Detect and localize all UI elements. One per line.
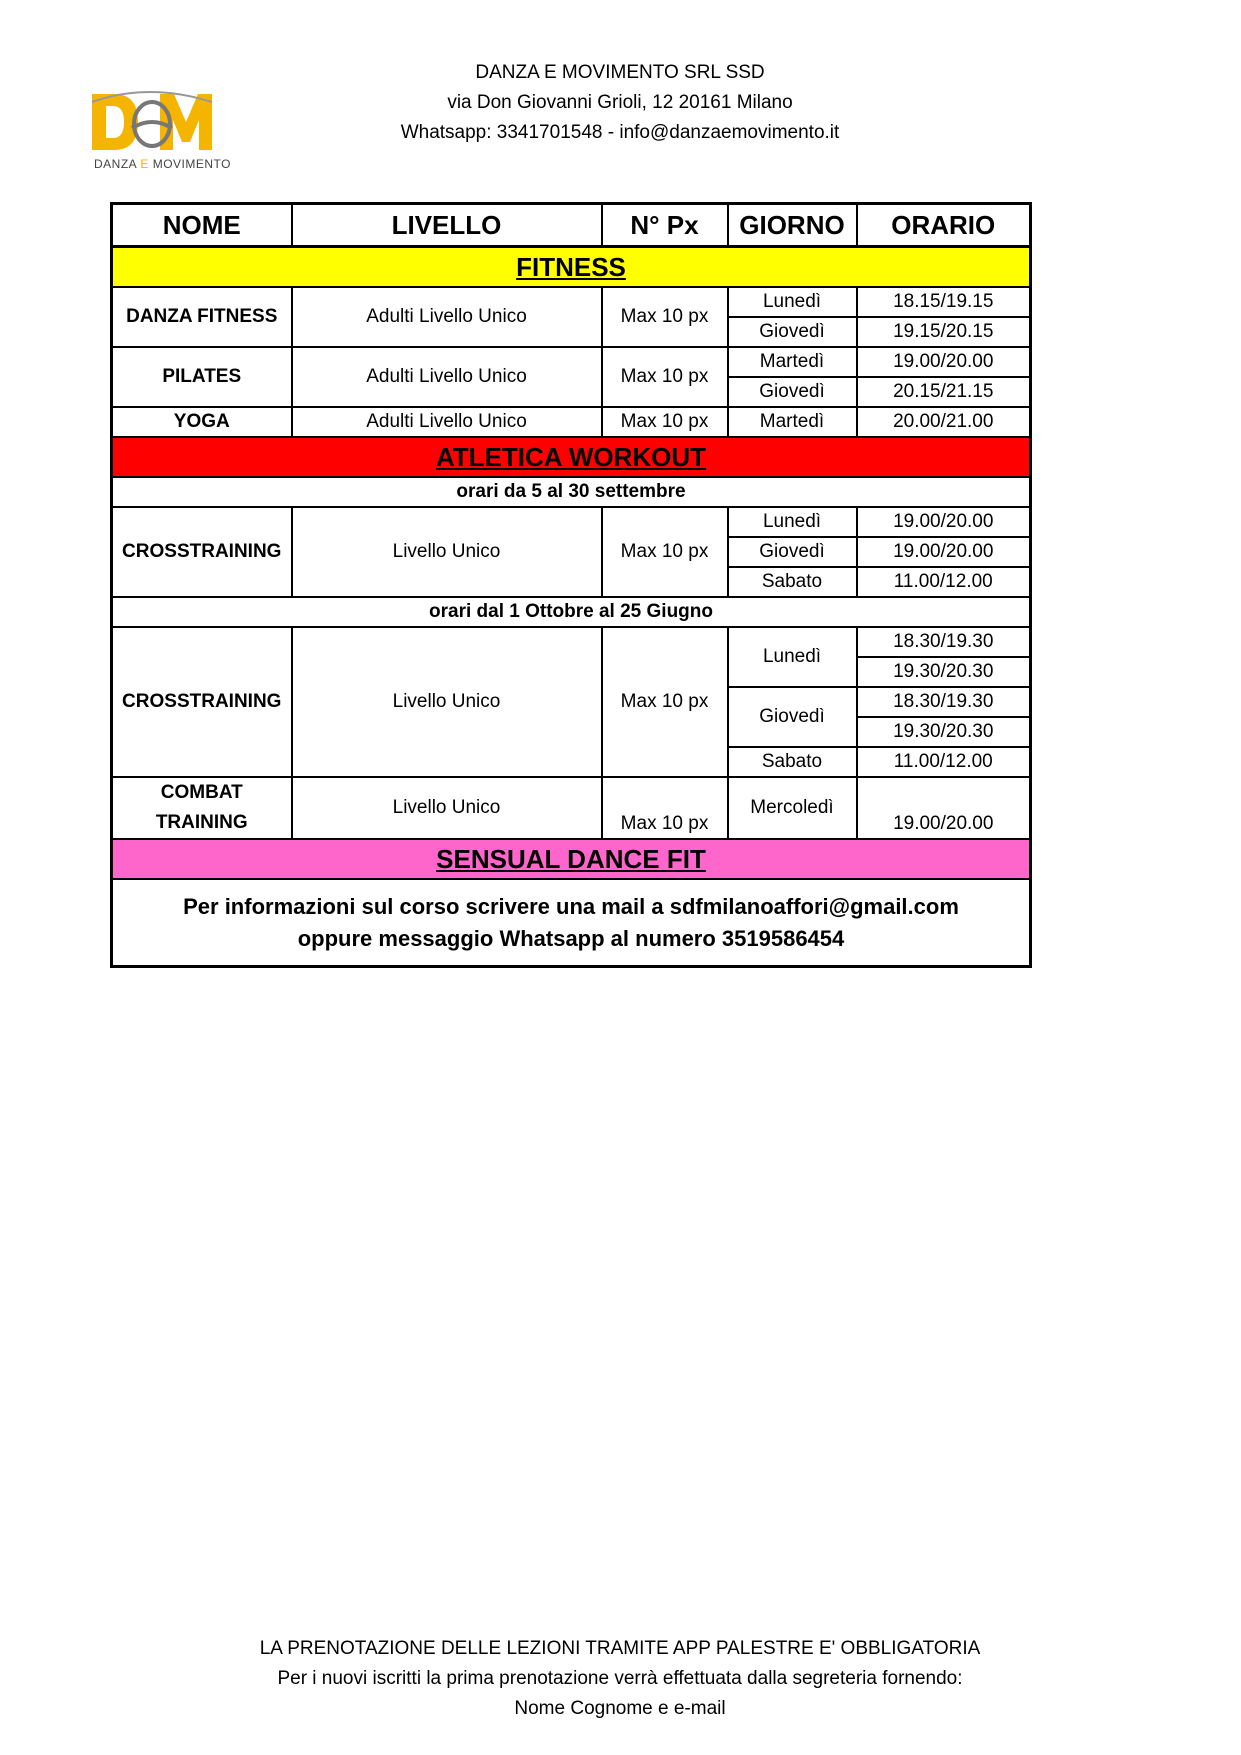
- course-name: DANZA FITNESS: [112, 287, 292, 347]
- course-time: 18.30/19.30: [857, 687, 1031, 717]
- course-level: Adulti Livello Unico: [292, 287, 602, 347]
- course-time: 19.15/20.15: [857, 317, 1031, 347]
- course-capacity: Max 10 px: [602, 287, 728, 347]
- course-time: 19.30/20.30: [857, 717, 1031, 747]
- table-row: [112, 507, 1031, 537]
- course-name: YOGA: [112, 407, 292, 437]
- course-capacity: Max 10 px: [602, 627, 728, 777]
- section-title: FITNESS: [112, 247, 1031, 288]
- course-time: 19.00/20.00: [857, 347, 1031, 377]
- info-line-whatsapp: oppure messaggio Whatsapp al numero 3519586454: [297, 925, 845, 951]
- dm-logo-icon: [88, 88, 218, 156]
- course-time: 19.00/20.00: [857, 507, 1031, 537]
- course-level: Livello Unico: [292, 507, 602, 597]
- course-time: 19.30/20.30: [857, 657, 1031, 687]
- company-name: DANZA E MOVIMENTO SRL SSD: [475, 62, 765, 83]
- header-giorno: GIORNO: [728, 204, 857, 247]
- course-time: 18.15/19.15: [857, 287, 1031, 317]
- subtitle-row: [112, 597, 1031, 627]
- company-address: via Don Giovanni Grioli, 12 20161 Milano: [447, 92, 793, 113]
- course-time: 11.00/12.00: [857, 567, 1031, 597]
- course-day: Giovedì: [728, 537, 857, 567]
- course-day: Lunedì: [728, 627, 857, 687]
- footer-notice: LA PRENOTAZIONE DELLE LEZIONI TRAMITE APP PALESTRE E' OBBLIGATORIA: [259, 1638, 981, 1659]
- table-header-row: [112, 204, 1031, 247]
- header-px: N° Px: [602, 204, 728, 247]
- section-fitness: [112, 247, 1031, 288]
- course-name-line: TRAINING: [155, 812, 248, 833]
- course-name: CROSSTRAINING: [112, 507, 292, 597]
- footer-instructions: Per i nuovi iscritti la prima prenotazione verrà effettuata dalla segreteria fornendo:: [277, 1668, 963, 1689]
- section-sensual-dance-fit: [112, 839, 1031, 879]
- course-level: Adulti Livello Unico: [292, 347, 602, 407]
- subtitle-row: [112, 477, 1031, 507]
- course-day: Martedì: [728, 407, 857, 437]
- table-row: [112, 287, 1031, 317]
- course-time: 19.00/20.00: [857, 537, 1031, 567]
- schedule-table: [110, 202, 1032, 968]
- course-time: 19.00/20.00: [857, 777, 1031, 839]
- course-capacity: Max 10 px: [602, 507, 728, 597]
- section-title: SENSUAL DANCE FIT: [112, 839, 1031, 879]
- course-day: Mercoledì: [728, 777, 857, 839]
- course-name: [112, 777, 292, 839]
- course-name: PILATES: [112, 347, 292, 407]
- period-subtitle: orari dal 1 Ottobre al 25 Giugno: [112, 597, 1031, 627]
- table-row: [112, 777, 1031, 839]
- course-time: 20.00/21.00: [857, 407, 1031, 437]
- company-contact: Whatsapp: 3341701548 - info@danzaemovimento.it: [400, 122, 840, 143]
- course-time: 18.30/19.30: [857, 627, 1031, 657]
- header-orario: ORARIO: [857, 204, 1031, 247]
- info-line-email: Per informazioni sul corso scrivere una mail a sdfmilanoaffori@gmail.com: [183, 893, 959, 919]
- company-logo: [88, 88, 231, 174]
- page-footer: [200, 1634, 1040, 1724]
- course-day: Lunedì: [728, 507, 857, 537]
- course-level: Livello Unico: [292, 627, 602, 777]
- logo-text: DANZA E MOVIMENTO: [94, 157, 231, 171]
- course-level: Livello Unico: [292, 777, 602, 839]
- period-subtitle: orari da 5 al 30 settembre: [112, 477, 1031, 507]
- footer-requirements: Nome Cognome e e-mail: [514, 1698, 726, 1719]
- course-day: Giovedì: [728, 377, 857, 407]
- course-time: 20.15/21.15: [857, 377, 1031, 407]
- section-title: ATLETICA WORKOUT: [112, 437, 1031, 477]
- table-row: [112, 627, 1031, 657]
- table-row: [112, 407, 1031, 437]
- course-capacity: Max 10 px: [602, 407, 728, 437]
- course-day: Lunedì: [728, 287, 857, 317]
- course-name-line: COMBAT: [160, 782, 243, 803]
- course-capacity: Max 10 px: [602, 777, 728, 839]
- header-nome: NOME: [112, 204, 292, 247]
- table-row: [112, 347, 1031, 377]
- info-row: [112, 879, 1031, 967]
- course-day: Giovedì: [728, 317, 857, 347]
- header-livello: LIVELLO: [292, 204, 602, 247]
- course-day: Sabato: [728, 747, 857, 777]
- info-text: [112, 879, 1031, 967]
- course-day: Sabato: [728, 567, 857, 597]
- course-day: Giovedì: [728, 687, 857, 747]
- page-header: [300, 58, 940, 148]
- course-level: Adulti Livello Unico: [292, 407, 602, 437]
- course-time: 11.00/12.00: [857, 747, 1031, 777]
- course-day: Martedì: [728, 347, 857, 377]
- section-atletica: [112, 437, 1031, 477]
- course-name: CROSSTRAINING: [112, 627, 292, 777]
- course-capacity: Max 10 px: [602, 347, 728, 407]
